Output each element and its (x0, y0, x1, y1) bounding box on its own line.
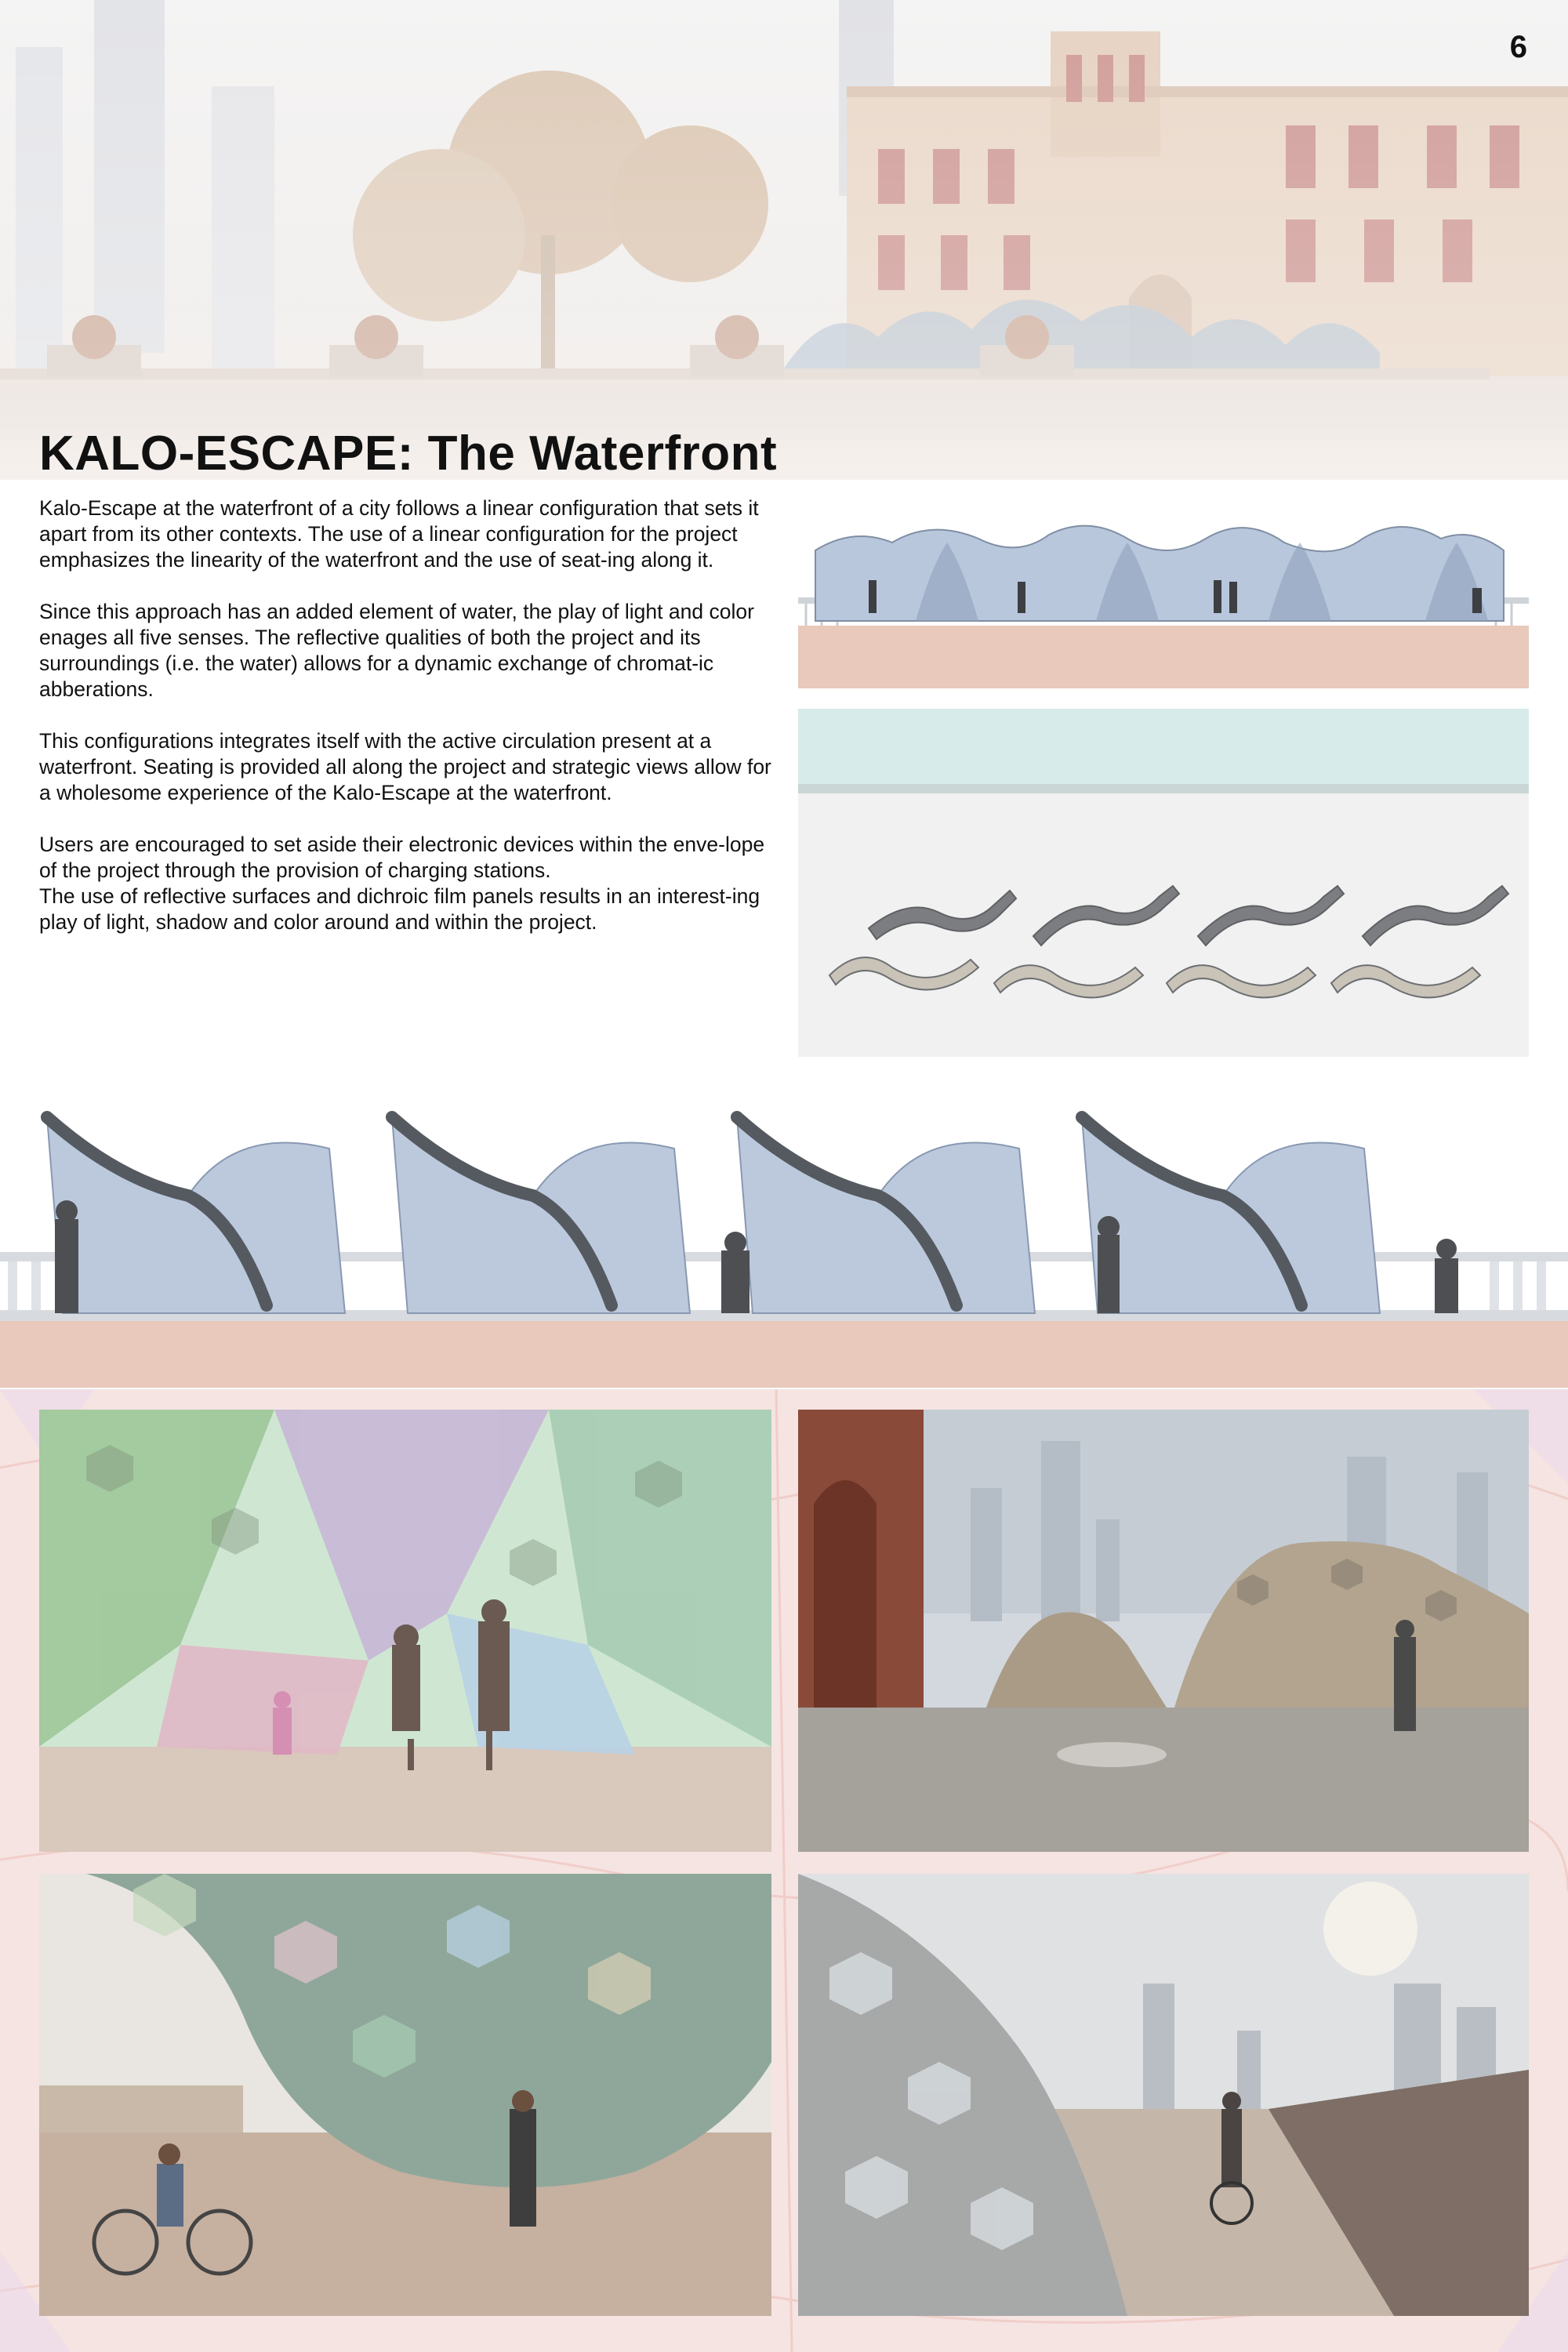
render-cyclist-canopy (39, 1874, 771, 2316)
render-promenade-view-image (798, 1410, 1529, 1852)
render-interior-canopy-image (39, 1410, 771, 1852)
render-mirrored-walkway (798, 1874, 1529, 2316)
elevation-drawing (798, 519, 1529, 688)
paragraph-light-and-color: Since this approach has an added element of water, the play of light and color enages all five senses. The reflective qualities of both the project and its surroundings (i.e. the water) allows for a dynamic exchange of chromat-ic abberations. (39, 600, 754, 701)
project-description (39, 495, 776, 961)
long-section-drawing (0, 1094, 1568, 1388)
page-number: 6 (1509, 30, 1527, 64)
paragraph-charging-stations: Users are encouraged to set aside their electronic devices within the enve-lope of the project through the provision of charging stations. The use of reflective surfaces and dichroic film panels results in an interest-ing play of light, shadow and color around and within the project. (39, 833, 765, 934)
page-title: KALO-ESCAPE: The Waterfront (39, 426, 778, 480)
hero-waterfront-render (0, 0, 1568, 480)
paragraph-circulation: This configurations integrates itself with the active circulation present at a waterfront. Seating is provided all along the project and strategic views allow for a wholesome experience of the Kalo-Escape at the waterfront. (39, 729, 771, 804)
paragraph-linear-configuration: Kalo-Escape at the waterfront of a city follows a linear configuration that sets it apart from its other contexts. The use of a linear configuration for the project emphasizes the linearity of the waterfront and the use of seat-ing along it. (39, 496, 759, 572)
site-plan (798, 709, 1529, 1057)
hero-waterfront-image (0, 0, 1568, 480)
long-section-image (0, 1094, 1568, 1388)
render-mirrored-walkway-image (798, 1874, 1529, 2316)
site-plan-image (798, 709, 1529, 1057)
render-cyclist-canopy-image (39, 1874, 771, 2316)
render-promenade-view (798, 1410, 1529, 1852)
render-interior-canopy (39, 1410, 771, 1852)
elevation-drawing-image (798, 519, 1529, 688)
